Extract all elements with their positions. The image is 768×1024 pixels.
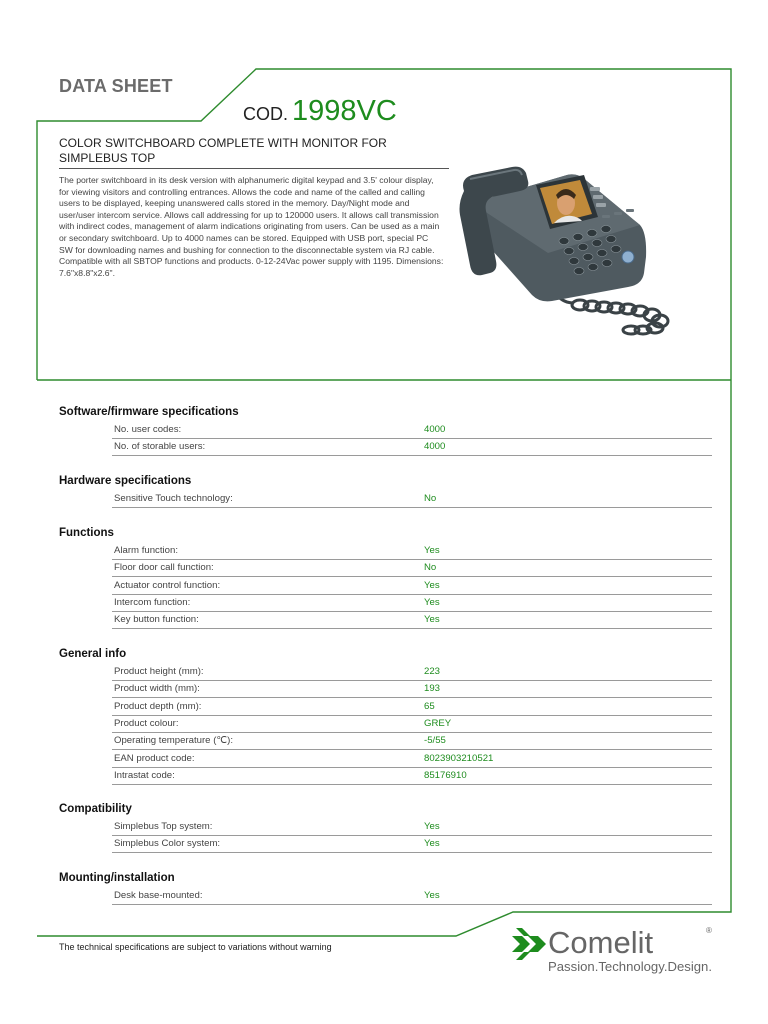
spec-row [112,818,712,836]
spec-value: 4000 [424,441,446,453]
spec-row [112,542,712,560]
spec-row [112,421,712,439]
datasheet-title: DATA SHEET [59,76,173,96]
spec-row [112,680,712,698]
spec-label: Sensitive Touch technology: [114,493,233,504]
spec-row [112,698,712,716]
spec-value: -5/55 [424,735,446,747]
spec-value: No [424,562,437,574]
product-code [243,95,397,128]
logo-registered: ® [706,926,712,935]
spec-row [112,715,712,733]
spec-label: Intrastat code: [114,769,175,781]
spec-label: Floor door call function: [114,562,214,574]
spec-row [112,438,712,456]
spec-value: No [424,493,437,504]
spec-row [112,767,712,785]
spec-label: Product depth (mm): [114,700,202,712]
section-title: Mounting/installation [59,872,175,884]
section-title: Compatibility [59,803,132,815]
section-title: Functions [59,527,114,539]
spec-value: 8023903210521 [424,752,494,764]
section-title: Software/firmware specifications [59,406,239,418]
footer-disclaimer: The technical specifications are subject to variations without warning [59,942,332,952]
desk-switchboard-phone-icon [452,145,692,345]
spec-value: 193 [424,683,441,695]
logo-tagline: Passion.Technology.Design. [548,959,712,974]
spec-row [112,732,712,750]
spec-value: Yes [424,614,440,626]
spec-label: No. of storable users: [114,441,206,453]
comelit-mark-icon [512,928,546,960]
spec-row [112,490,712,508]
spec-value: 223 [424,666,441,677]
spec-label: Product colour: [114,717,179,729]
spec-value: 85176910 [424,769,467,781]
spec-label: Alarm function: [114,545,178,556]
spec-value: Yes [424,579,440,591]
spec-label: Actuator control function: [114,579,221,591]
spec-value: GREY [424,717,452,729]
spec-row [112,750,712,768]
spec-label: Operating temperature (℃): [114,735,234,747]
spec-label: Product width (mm): [114,683,200,695]
spec-row [112,611,712,629]
spec-value: Yes [424,890,440,901]
spec-row [112,594,712,612]
spec-label: EAN product code: [114,752,195,764]
spec-row [112,887,712,905]
spec-label: Key button function: [114,614,199,626]
spec-label: Desk base-mounted: [114,890,203,901]
spec-row [112,577,712,595]
product-headline: COLOR SWITCHBOARD COMPLETE WITH MONITOR FOR SIMPLEBUS TOP [59,136,387,165]
spec-label: Intercom function: [114,596,191,608]
spec-label: Simplebus Color system: [114,838,221,850]
product-code-prefix: COD. [243,104,288,124]
spec-value: Yes [424,821,440,832]
spec-value: Yes [424,596,440,608]
product-code-number: 1998VC [292,95,397,127]
spec-value: 65 [424,700,435,712]
headline-divider [59,168,449,169]
comelit-logo [508,920,718,976]
section-title: Hardware specifications [59,475,192,487]
logo-wordmark: Comelit [548,925,654,960]
spec-value: Yes [424,545,440,556]
spec-value: 4000 [424,424,446,435]
section-title: General info [59,648,127,660]
spec-label: No. user codes: [114,424,182,435]
product-description: The porter switchboard in its desk version with alphanumeric digital keypad and 3.5' colour display, for viewing visitors and controlling entrances. Allows the code and name of the called and calling users to be displayed, keeping unanswered calls stored in the memory. Day/Night mode and user/user intercom service. Allows call addressing for up to 120000 users. It allows call transmission with indirect codes, management of alarm indications originating from users. Can be used as a main or secondary switchboard. Up to 4000 names can be stored. Equipped with USB port, special PC SW for downloading names and bushing for connection to the disconnectable system via RJ cable. Compatible with all SBTOP functions and products. 0-12-24Vac power supply with 1195. Dimensions: 7.6"x8.8"x2.6". [59,175,444,278]
spec-label: Product height (mm): [114,666,204,677]
spec-row [112,559,712,577]
spec-row [112,663,712,681]
spec-label: Simplebus Top system: [114,821,213,832]
spec-row [112,835,712,853]
spec-value: Yes [424,838,440,850]
